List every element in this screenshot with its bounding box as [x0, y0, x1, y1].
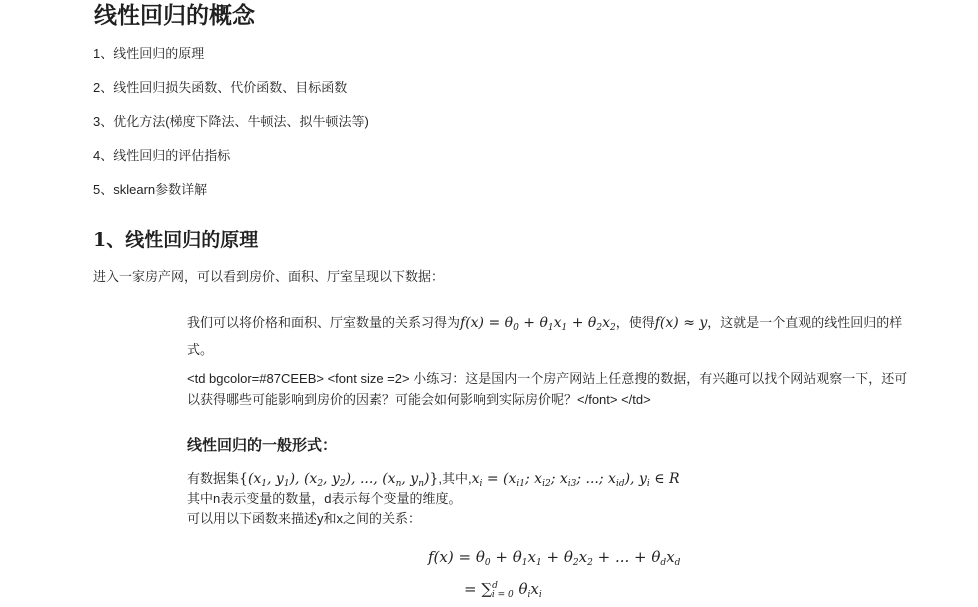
toc-item: 2、线性回归损失函数、代价函数、目标函数	[93, 80, 348, 95]
dataset-line	[187, 469, 680, 489]
toc-item: 3、优化方法(梯度下降法、牛顿法、拟牛顿法等)	[93, 114, 369, 129]
table-of-contents	[93, 44, 369, 214]
general-linear-formula	[428, 546, 680, 607]
section-heading: 1、线性回归的原理	[93, 229, 259, 251]
formula-row-summation: = ∑$^d_{i = 0}$ $\theta_ix_i$	[464, 580, 542, 600]
toc-item: 5、sklearn参数详解	[93, 182, 208, 197]
exercise-paragraph: <td bgcolor=#87CEEB> <font size =2> 小练习：这是国内一个房产网站上任意搜的数据，有兴趣可以找个网站观察一下，还可以获得哪些可能影响到房价的因素？可能会如何影响到实际房价呢？</font> </td>	[187, 371, 908, 407]
toc-item: 1、线性回归的原理	[93, 46, 205, 61]
dataset-formula: {($x_1$, $y_1$), ($x_2$, $y_2$), ..., ($x_n$, $y_n$)}	[239, 471, 439, 489]
intro-paragraph: 进入一家房产网，可以看到房价、面积、厅室呈现以下数据：	[93, 269, 445, 284]
relationship-lead-text: 我们可以将价格和面积、厅室数量的关系习得为	[187, 315, 461, 330]
relationship-tail-text: ，这就是一个直观的线性回归的样式。	[187, 315, 903, 357]
function-intro-line: 可以用以下函数来描述y和x之间的关系：	[187, 511, 422, 526]
dataset-lead-text: 有数据集	[187, 471, 240, 486]
relationship-paragraph	[187, 312, 915, 360]
formula-row-expanded: $f(x) = \theta_0 + \theta_1x_1 + \theta_2x_2$ + ... + $\theta_dx_d$	[428, 548, 681, 568]
toc-item: 4、线性回归的评估指标	[93, 148, 231, 163]
linear-model-formula: $f(x) = \theta_0 + \theta_1x_1 + \theta_2x_2$	[460, 315, 616, 333]
variables-note-line: 其中n表示变量的数量，d表示每个变量的维度。	[187, 491, 462, 506]
dataset-mid-text: ,其中,	[438, 471, 472, 486]
approx-formula: f(x) ≈ y	[654, 315, 708, 331]
dataset-description	[187, 469, 680, 529]
general-form-heading: 线性回归的一般形式：	[187, 436, 338, 454]
relationship-mid-text: ，使得	[615, 315, 655, 330]
xi-definition-formula: $x_i = (x_{i1}$; $x_{i2}$; $x_{i3}$; ...; $x_{id}$), $y_i$ ∈ R	[471, 471, 680, 489]
page-title: 线性回归的概念	[94, 2, 255, 29]
